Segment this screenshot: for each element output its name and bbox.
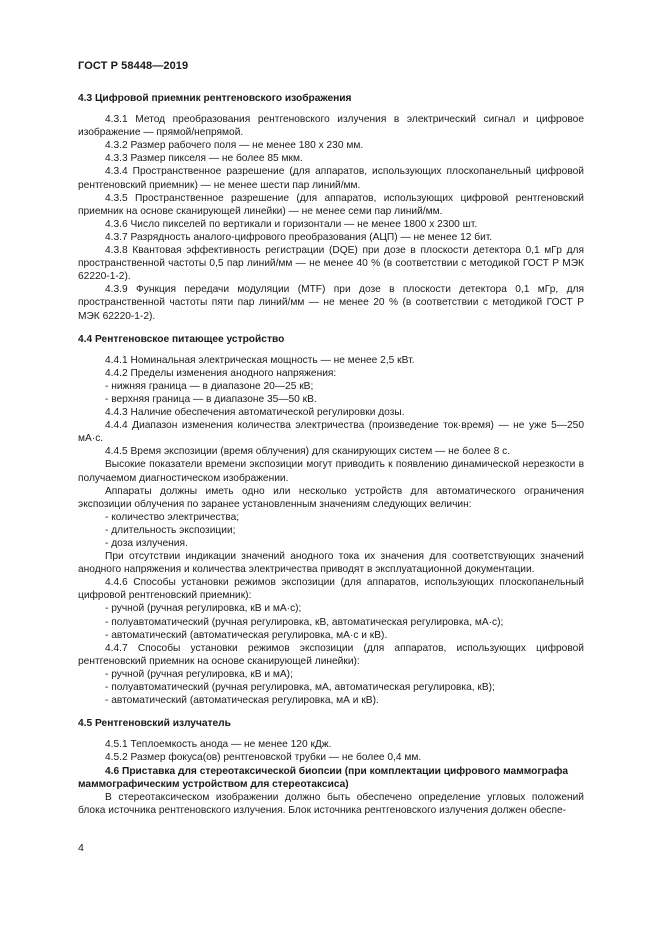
paragraph: Аппараты должны иметь одно или несколько устройств для автоматического ограничения экспозиции облучения по заранее установленным значениям следующих величин: — [78, 485, 584, 510]
paragraph: 4.3.3 Размер пикселя — не более 85 мкм. — [105, 153, 303, 165]
list-item: - количество электричества; — [105, 511, 240, 523]
paragraph: 4.3.5 Пространственное разрешение (для аппаратов, использующих цифровой рентгеновский приемник на основе сканирующей линейки) — не менее семи пар линий/мм. — [78, 192, 584, 217]
paragraph: 4.3.9 Функция передачи модуляции (MTF) при дозе в плоскости детектора 0,1 мГр, для пространственной частоты пяти пар линий/мм — не менее 20 % (в соответствии с методикой ГОСТ Р МЭК 62220-1-2). — [78, 284, 584, 322]
list-item: - нижняя граница — в диапазоне 20—25 кВ; — [105, 380, 314, 392]
paragraph: 4.4.4 Диапазон изменения количества электричества (произведение ток·время) — не уже 5—250 мА·с. — [78, 420, 584, 445]
list-item: - автоматический (автоматическая регулировка, мА и кВ). — [105, 695, 379, 707]
list-item: - полуавтоматический (ручная регулировка, кВ, автоматическая регулировка, мА·с); — [105, 616, 504, 628]
section-4-3-title: 4.3 Цифровой приемник рентгеновского изображения — [78, 93, 352, 104]
paragraph: 4.3.7 Разрядность аналого-цифрового преобразования (АЦП) — не менее 12 бит. — [105, 231, 493, 243]
document-body — [78, 92, 584, 817]
paragraph: 4.4.3 Наличие обеспечения автоматической регулировки дозы. — [105, 407, 405, 419]
list-item: - длительность экспозиции; — [105, 524, 236, 536]
section-4-4-title: 4.4 Рентгеновское питающее устройство — [78, 333, 285, 345]
paragraph: 4.3.8 Квантовая эффективность регистрации (DQE) при дозе в плоскости детектора 0,1 мГр для пространственной частоты 0,5 пар линий/мм — не менее 40 % (в соответствии с методикой ГОСТ Р МЭК 62220-1-2). — [78, 245, 584, 283]
list-item: - автоматический (автоматическая регулировка, мА·с и кВ). — [105, 629, 388, 641]
paragraph: 4.4.1 Номинальная электрическая мощность — не менее 2,5 кВт. — [105, 354, 415, 366]
paragraph: 4.3.6 Число пикселей по вертикали и горизонтали — не менее 1800 x 2300 шт. — [105, 218, 478, 230]
paragraph: 4.3.1 Метод преобразования рентгеновского излучения в электрический сигнал и цифровое изображение — прямой/непрямой. — [78, 114, 584, 139]
paragraph: 4.4.6 Способы установки режимов экспозиции (для аппаратов, использующих плоскопанельный цифровой рентгеновский приемник): — [78, 577, 584, 602]
list-item: - доза излучения. — [105, 538, 188, 549]
paragraph: 4.4.5 Время экспозиции (время облучения) для сканирующих систем — не более 8 с. — [105, 446, 511, 458]
list-item: - ручной (ручная регулировка, кВ и мА); — [105, 668, 293, 680]
list-item: - полуавтоматический (ручная регулировка, мА, автоматическая регулировка, кВ); — [105, 682, 495, 694]
paragraph: 4.4.2 Пределы изменения анодного напряжения: — [105, 367, 337, 379]
section-4-5-title: 4.5 Рентгеновский излучатель — [78, 718, 231, 730]
paragraph: 4.5.1 Теплоемкость анода — не менее 120 кДж. — [105, 739, 332, 751]
page-number: 4 — [78, 842, 84, 854]
section-4-6-title: 4.6 Приставка для стереотаксической биопсии (при комплектации цифрового маммографа маммографическим устройством для стереотаксиса) — [78, 765, 569, 790]
page-header-standard: ГОСТ Р 58448—2019 — [78, 60, 189, 72]
paragraph: 4.4.7 Способы установки режимов экспозиции (для аппаратов, использующих цифровой рентгеновский приемник на основе сканирующей линейки): — [78, 642, 584, 667]
paragraph: В стереотаксическом изображении должно быть обеспечено определение угловых положений блока источника рентгеновского излучения. Блок источника рентгеновского излучения должен обеспе- — [78, 791, 584, 816]
paragraph: 4.3.2 Размер рабочего поля — не менее 180 x 230 мм. — [105, 140, 364, 152]
paragraph: 4.3.4 Пространственное разрешение (для аппаратов, использующих плоскопанельный цифровой рентгеновский приемник) — не менее шести пар линий/мм. — [78, 166, 584, 191]
list-item: - ручной (ручная регулировка, кВ и мА·с); — [105, 603, 302, 615]
list-item: - верхняя граница — в диапазоне 35—50 кВ. — [105, 393, 317, 405]
paragraph: Высокие показатели времени экспозиции могут приводить к появлению динамической нерезкости в получаемом диагностическом изображении. — [78, 459, 584, 484]
paragraph: 4.5.2 Размер фокуса(ов) рентгеновской трубки — не более 0,4 мм. — [105, 752, 422, 764]
paragraph: При отсутствии индикации значений анодного тока их значения для соответствующих значений анодного напряжения и количества электричества приводят в эксплуатационной документации. — [78, 551, 584, 576]
